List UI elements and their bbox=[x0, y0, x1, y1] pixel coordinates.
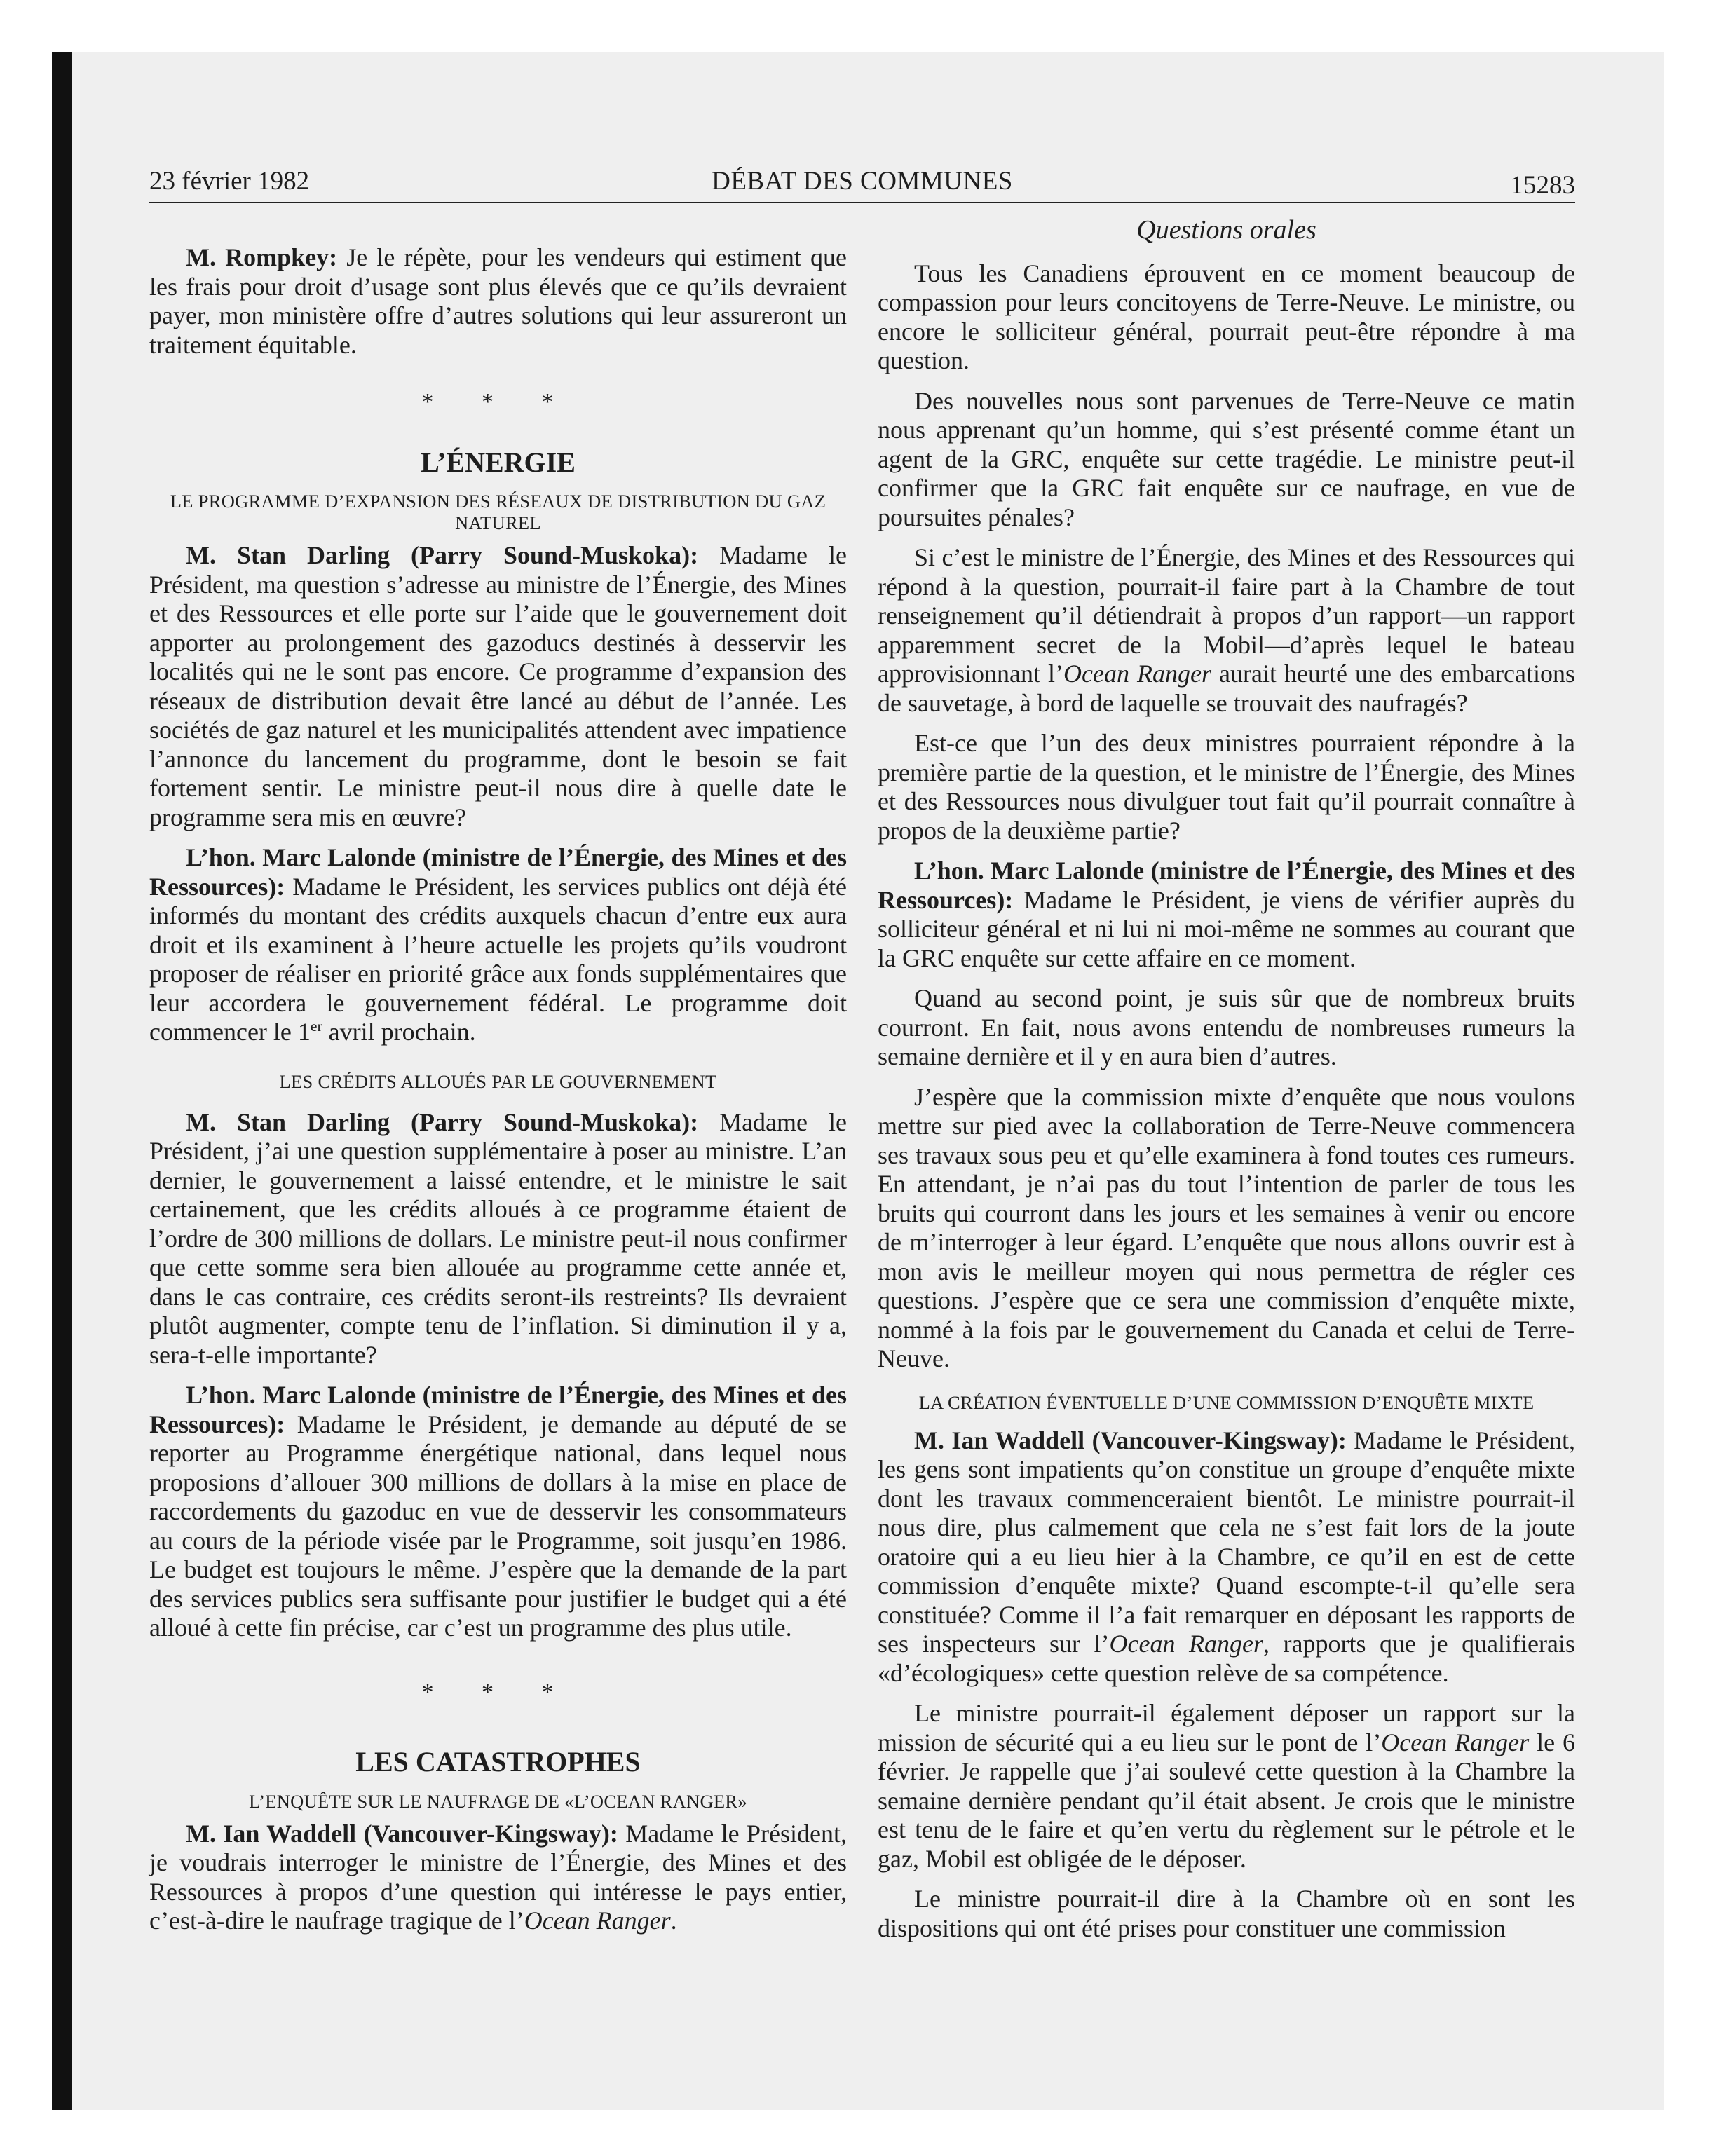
speech-text: Le ministre pourrait-il également déposer un rapport sur la mission de sécurité qui a eu lieu sur le pont de l’ bbox=[878, 1699, 1575, 1756]
speech-text: Est-ce que l’un des deux ministres pourraient répondre à la première partie de la question, et le ministre de l’Énergie, des Mines et des Ressources nous divulguer tout fait qu’il pourrait connaître à propos de la deuxième partie? bbox=[878, 729, 1575, 845]
section-separator: * * * bbox=[421, 389, 575, 415]
ship-name: Ocean Ranger bbox=[524, 1906, 671, 1935]
speaker: M. Stan Darling (Parry Sound-Muskoka): bbox=[186, 541, 699, 569]
speech-text: Madame le Président, j’ai une question supplémentaire à poser au ministre. L’an dernier, le gouvernement a laissé entendre, et le ministre le sait certainement, que les crédits alloués à ce programme étaient de l’ordre de 300 millions de dollars. Le ministre peut-il nous confirmer que cette somme sera bien allouée au programme cette année et, dans le cas contraire, ces crédits seront-ils restreints? Ils devraient plutôt augmenter, compte tenu de l’inflation. Si diminution il y a, sera-t-elle importante? bbox=[149, 1107, 847, 1369]
header-title: DÉBAT DES COMMUNES bbox=[712, 167, 1013, 196]
left-column bbox=[149, 210, 847, 1947]
paragraph bbox=[149, 1820, 847, 1936]
speech-text: Des nouvelles nous sont parvenues de Terre-Neuve ce matin nous apprenant qu’un homme, qui s’est présenté comme étant un agent de la GRC, enquête sur cette tragédie. Le ministre peut-il confirmer que la GRC fait enquête sur ce naufrage, en vue de poursuites pénales? bbox=[878, 386, 1575, 531]
section-subheading: LE PROGRAMME D’EXPANSION DES RÉSEAUX DE DISTRIBUTION DU GAZ NATUREL bbox=[170, 491, 826, 533]
speaker: L’hon. Marc Lalonde (ministre de l’Énergie, des Mines et des Ressources): bbox=[149, 1381, 847, 1438]
superscript: er bbox=[310, 1018, 322, 1035]
paragraph bbox=[878, 857, 1575, 973]
speech-text: J’espère que la commission mixte d’enquête que nous voulons mettre sur pied avec la collaboration de Terre-Neuve commencera ses travaux sous peu et qu’elle examinera à fond toutes ces rumeurs. En attendant, je n’ai pas du tout l’intention de parler de tous les bruits qui courront dans les jours et les semaines à venir ou encore de m’interroger à leur égard. L’enquête que nous allons ouvrir est à mon avis le meilleur moyen qui nous permettra de régler ces questions. J’espère que ce sera une commission d’enquête mixte, nommé à la fois par le gouvernement du Canada et celui de Terre-Neuve. bbox=[878, 1082, 1575, 1372]
section-subheading: LES CRÉDITS ALLOUÉS PAR LE GOUVERNEMENT bbox=[279, 1070, 717, 1092]
speech-text: Si c’est le ministre de l’Énergie, des Mines et des Ressources qui répond à la question, pourrait-il faire part à la Chambre de tout renseignement qu’il détiendrait à propos d’un rapport—un rapport apparemment secret de la Mobil—d’après lequel le bateau approvisionnant l’ bbox=[878, 543, 1575, 688]
speaker: M. Ian Waddell (Vancouver-Kingsway): bbox=[186, 1819, 618, 1848]
speech-text: , rapports que je qualifierais «d’écologiques» cette question relève de sa compétence. bbox=[878, 1630, 1576, 1687]
speaker: M. Ian Waddell (Vancouver-Kingsway): bbox=[914, 1426, 1347, 1454]
paragraph bbox=[878, 543, 1575, 718]
speech-text: aurait heurté une des embarcations de sauvetage, à bord de laquelle se trouvait des naufragés? bbox=[878, 660, 1575, 717]
speech-text: Quand au second point, je suis sûr que de nombreux bruits courront. En fait, nous avons entendu de nombreuses rumeurs la semaine dernière et il y en aura bien d’autres. bbox=[878, 984, 1575, 1070]
speaker: L’hon. Marc Lalonde (ministre de l’Énergie, des Mines et des Ressources): bbox=[149, 843, 847, 901]
speech-text: Madame le Président, les gens sont impatients qu’on constitue un groupe d’enquête mixte dont les travaux commenceraient bientôt. Le ministre pourrait-il nous dire, plus calmement que cela ne s’est fait lors de la joute oratoire qui a eu lieu hier à la Chambre, ce qu’il en est de cette commission d’enquête mixte? Quand escompte-t-il qu’elle sera constituée? Comme il l’a fait remarquer en déposant les rapports de ses inspecteurs sur l’ bbox=[878, 1426, 1575, 1658]
speech-text: Je le répète, pour les vendeurs qui estiment que les frais pour droit d’usage sont plus élevés que ce qu’ils devraient payer, mon ministère offre d’autres solutions qui leur assureront un traitement équitable. bbox=[149, 243, 847, 359]
paragraph bbox=[878, 1885, 1575, 1943]
speech-text: Tous les Canadiens éprouvent en ce moment beaucoup de compassion pour leurs concitoyens de Terre-Neuve. Le ministre, ou encore le solliciteur général, pourrait peut-être répondre à ma question. bbox=[878, 259, 1575, 374]
speech-text: . bbox=[670, 1906, 677, 1935]
paragraph bbox=[149, 243, 847, 360]
header-page-number: 15283 bbox=[1510, 171, 1575, 200]
paragraph bbox=[149, 1381, 847, 1643]
speaker: M. Stan Darling (Parry Sound-Muskoka): bbox=[186, 1107, 699, 1136]
ship-name: Ocean Ranger bbox=[1109, 1630, 1264, 1658]
paragraph bbox=[878, 387, 1575, 533]
speech-text: Madame le Président, je voudrais interroger le ministre de l’Énergie, des Mines et des Ressources à propos d’une question qui intéresse le pays entier, c’est-à-dire le naufrage tragique de l’ bbox=[149, 1819, 847, 1935]
speech-text: avril prochain. bbox=[322, 1018, 476, 1046]
binding-edge bbox=[52, 52, 72, 2110]
header-date: 23 février 1982 bbox=[149, 167, 310, 196]
paragraph bbox=[878, 259, 1575, 376]
right-column bbox=[878, 210, 1575, 1954]
paragraph bbox=[878, 984, 1575, 1072]
speech-text: le 6 février. Je rappelle que j’ai soulevé cette question à la Chambre la semaine dernière pendant qu’il était absent. Je crois que le ministre est tenu de le faire et qu’en vertu du règlement sur le pétrole et le gaz, Mobil est obligée de le déposer. bbox=[878, 1728, 1575, 1873]
ship-name: Ocean Ranger bbox=[1381, 1728, 1530, 1756]
speaker: M. Rompkey: bbox=[186, 243, 338, 271]
speech-text: Madame le Président, les services publics ont déjà été informés du montant des crédits auxquels chacun d’entre eux aura droit et ils examinent à l’heure actuelle les projets qu’ils voudront proposer de réaliser en priorité grâce aux fonds supplémentaires que leur accordera le gouvernement fédéral. Le programme doit commencer le 1 bbox=[149, 872, 847, 1046]
section-separator: * * * bbox=[421, 1679, 575, 1705]
section-subheading: L’ENQUÊTE SUR LE NAUFRAGE DE «L’OCEAN RANGER» bbox=[249, 1790, 747, 1812]
speech-text: Madame le Président, ma question s’adresse au ministre de l’Énergie, des Mines et des Ressources et elle porte sur l’aide que le gouvernement doit apporter au prolongement des gazoducs destinés à desservir les localités qui ne le sont pas encore. Ce programme d’expansion des réseaux de distribution devait être lancé au début de l’année. Les sociétés de gaz naturel et les municipalités attendent avec impatience l’annonce du lancement du programme, dont le besoin se fait fortement sentir. Le ministre peut-il nous dire à quelle date le programme sera mis en œuvre? bbox=[149, 541, 847, 831]
paragraph bbox=[149, 541, 847, 832]
section-heading: LES CATASTROPHES bbox=[355, 1746, 641, 1778]
speech-text: Madame le Président, je viens de vérifier auprès du solliciteur général et ni lui ni moi-même ne sommes au courant que la GRC enquête sur cette affaire en ce moment. bbox=[878, 885, 1575, 972]
ship-name: Ocean Ranger bbox=[1063, 660, 1211, 688]
paragraph bbox=[878, 1083, 1575, 1374]
speaker: L’hon. Marc Lalonde (ministre de l’Énergie, des Mines et des Ressources): bbox=[878, 857, 1575, 914]
left-column-spacer bbox=[149, 210, 847, 243]
speech-text: Madame le Président, je demande au député de se reporter au Programme énergétique national, dans lequel nous proposions d’allouer 300 millions de dollars à la mise en place de raccordements du gazoduc en vue de desservir les consommateurs au cours de la période visée par le Programme, soit jusqu’en 1986. Le budget est toujours le même. J’espère que la demande de la part des services publics sera suffisante pour justifier le budget qui a été alloué à cette fin précise, car c’est un programme des plus utile. bbox=[149, 1410, 848, 1642]
section-heading: L’ÉNERGIE bbox=[421, 446, 576, 478]
section-subheading: LA CRÉATION ÉVENTUELLE D’UNE COMMISSION D’ENQUÊTE MIXTE bbox=[918, 1391, 1535, 1413]
speech-text: Le ministre pourrait-il dire à la Chambre où en sont les dispositions qui ont été prises pour constituer une commission bbox=[878, 1885, 1575, 1942]
paragraph bbox=[149, 1108, 847, 1370]
paragraph bbox=[878, 729, 1575, 845]
paragraph bbox=[149, 843, 847, 1047]
column-subheading: Questions orales bbox=[1136, 215, 1316, 245]
page-header bbox=[149, 160, 1575, 203]
paragraph bbox=[878, 1426, 1575, 1688]
paragraph bbox=[878, 1699, 1575, 1874]
